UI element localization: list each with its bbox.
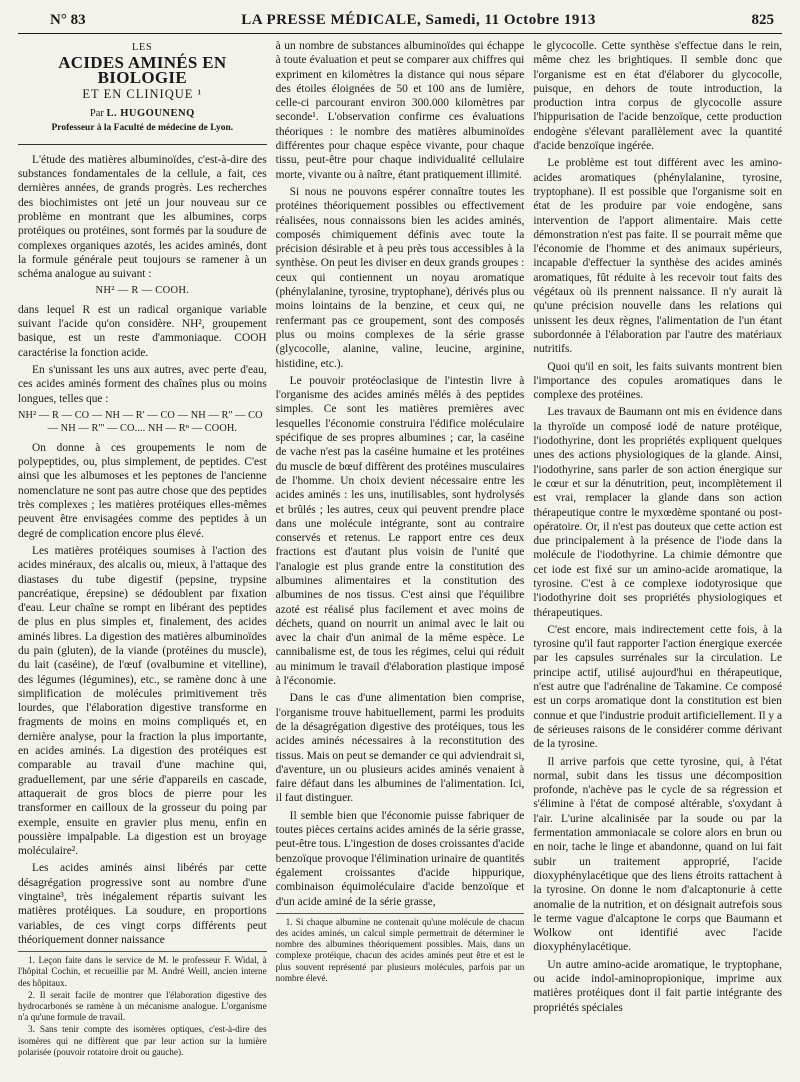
paragraph: Les acides aminés ainsi libérés par cette désagrégation progressive sont au nombre d'une vingtaine³, très inégalement répartis suivant les matières protéiques. La soudure, en proportions variables, de ces vingt corps différents peut théoriquement donner naissance [18,862,267,946]
author-affiliation: Professeur à la Faculté de médecine de Lyon. [51,123,234,134]
article-title-block [18,41,267,145]
article-title: ACIDES AMINÉS EN BIOLOGIE [58,53,227,87]
formula-chain [18,409,267,436]
article-subtitle: ET EN CLINIQUE ¹ [82,86,203,101]
article-kicker: LES [131,42,153,53]
paragraph: L'étude des matières albuminoïdes, c'est-à-dire des substances fondamentales de la cellule, a fait, ces dernières années, de grands progrès. Les recherches des biochimistes ont jeté un jour nouveau sur ce problème en montrant que les albumines, corps protéiques ou protéines, sont formés par la soudure de complexes organiques azotés, les acides aminés, dont la formule générale peut toujours se ramener à un schéma analogue au suivant : [18,153,267,281]
column-1 [18,39,267,1059]
paragraph: Il arrive parfois que cette tyrosine, qui, à l'état normal, subit dans les tissus une décomposition profonde, n'achève pas le cycle de sa régression et s'élimine à l'état de composé altérable, s'oxydant à l'air. L'urine alcalinisée par la soude ou par la fermentation ammoniacale se colore alors en brun ou en noir, tache le linge et abandonne, quand on lui fait subir un traitement approprié, l'acide dioxyphénylacétique que des liens étroits rattachent à la tyrosine. On donne le nom d'alcaptonurie à cette anomalie de la nutrition, et on désignait autrefois sous le terme vague d'alcaptone le corps que Baumann et Wolkow ont identifié avec l'acide dioxyphénylacétique. [533,755,783,954]
article-columns [18,39,782,1059]
author-name: L. HUGOUNENQ [106,108,195,120]
formula-chain-line-2: — NH — R''' — CO.... NH — Rⁿ — COOH. [47,423,238,435]
formula-chain-line-1: NH² — R — CO — NH — R' — CO — NH — R'' — CO [18,409,263,421]
footnote: 3. Sans tenir compte des isomères optiques, c'est-à-dire des isomères qui ne diffèrent que par leur action sur la lumière polarisée (pouvoir rotatoire droit ou gauche). [18,1024,267,1057]
journal-page [18,8,782,1074]
paragraph: Les travaux de Baumann ont mis en évidence dans la thyroïde un composé iodé de nature protéique, l'iodothyrine, dont les propriétés expliquent quelques unes des actions physiologiques de la glande. Ainsi, l'iodothyrine, sans parler de son action énergique sur le cœur et sur la dénutrition, peut, incomplètement il est vrai, remplacer la glande dans son action thérapeutique contre le myxœdème spontané ou post-opératoire. Or, il n'est pas douteux que cette action est due principalement à la présence de l'iode dans la molécule de l'iodothyrine. La chimie démontre que cet iode est fixé sur un amino-acide aromatique, la tyrosine. C'est à ce complexe iodotyrosique que l'iodothyrine doit ses propriétés physiologiques et thérapeutiques. [533,406,783,619]
footnote: 2. Il serait facile de montrer que l'élaboration digestive des hydrocarbonés se ramène à un mécanisme analogue. L'organisme n'a qu'une formule de travail. [18,989,267,1023]
footnote: 1. Si chaque albumine ne contenait qu'une molécule de chacun des acides aminés, un calcul simple permettrait de déterminer le nombre des albumines théoriquement possibles. Mais, dans un complexe protéique, chacun des acides aminés peut être et est le plus souvent représenté par plusieurs molécules, parfois par un nombre élevé. [275,916,525,983]
paragraph: Dans le cas d'une alimentation bien comprise, l'organisme trouve habituellement, parmi les produits de la désagrégation digestive des protéiques, tous les acides aminés nécessaires à la reconstitution des tissus. Mais on peut se demander ce qui adviendrait si, d'aventure, un ou plusieurs acides aminés venaient à faire défaut dans les albumines de l'alimentation. Ici, il faut distinguer. [275,692,525,805]
paragraph: Si nous ne pouvons espérer connaître toutes les protéines théoriquement possibles ou effectivement réalisées, nous connaissons bien les acides aminés, composés chimiquement définis avec toute la précision désirable et à peu près tous accessibles à la synthèse. On peut les diviser en deux grands groupes : ceux qui contiennent un noyau aromatique (phénylalanine, tyrosine, tryptophane), dérivés plus ou moins lointains de la benzine, et ceux qui, ne renfermant pas ce groupement, sont des composés plus ou moins complexes de la série grasse (glycocolle, alanine, valine, leucine, arginine, histidine, etc.). [275,185,525,370]
page-number: 825 [751,12,774,28]
paragraph: le glycocolle. Cette synthèse s'effectue dans le rein, même chez les brightiques. Il semble donc que l'organisme est en état d'élaborer du glycocolle, puisque, en dehors de toute introduction, la production intra corpus de glycocolle assure l'hippurisation de l'acide benzoïque, cette production endogène s'élevant parallèlement avec la quantité d'acide benzoïque ingérée. [533,40,783,153]
running-header [18,8,782,34]
paragraph: C'est encore, mais indirectement cette fois, à la tyrosine qu'il faut rapporter l'action énergique exercée par les capsules surrénales sur la circulation. Le principe actif, utilisé aujourd'hui en thérapeutique, n'est autre que l'adrénaline de Takamine. Ce composé est un corps aromatique dont la constitution est bien connue et que l'industrie produit artificiellement. Il y a de sérieuses raisons de le considérer comme dérivant de la tyrosine. [533,623,783,751]
paragraph: En s'unissant les uns aux autres, avec perte d'eau, ces acides aminés forment des chaînes plus ou moins longues, telles que : [18,363,267,405]
paragraph: Quoi qu'il en soit, les faits suivants montrent bien l'importance des copules aromatiques dans le complexe des protéines. [533,360,783,402]
paragraph: dans lequel R est un radical organique variable suivant l'acide qu'on considère. NH², groupement basique, est un reste d'ammoniaque. COOH caractérise la fonction acide. [18,303,267,359]
formula-general: NH² — R — COOH. [95,285,190,297]
issue-number: N° 83 [50,12,86,28]
paragraph: Le pouvoir protéoclasique de l'intestin livre à l'organisme des acides aminés mêlés à des peptides simples. Ce sont les matières premières avec lesquelles l'économie construira l'édifice moléculaire spécifique de ses propres albumines ; car, la caséine de vache n'est pas la caséine humaine et les protéines du muscle de bœuf diffèrent des protéines musculaires de l'homme. Un choix devient nécessaire entre les acides aminés : les uns, inutilisables, sont hydrolysés et brûlés ; les autres, ceux qui peuvent prendre place dans une molécule intégrante, sont au contraire conservés et retenus. Le rapport entre ces deux fractions est d'autant plus voisin de l'unité que l'analogie est plus grande entre la constitution des albumines alimentaires et la constitution des albumines de nos tissus. C'est ainsi que l'équilibre azoté est réalisé plus facilement et avec moins de déchets, quand on nourrit un animal avec le lait ou avec la chair d'un animal de la même espèce. Le cannibalisme est, de tous les régimes, celui qui réduit au minimum le travail d'élaboration plastique imposé à l'économie. [275,374,525,688]
footnotes [18,951,267,1058]
author-prefix: Par [89,108,107,120]
column-3 [533,39,782,1059]
paragraph: à un nombre de substances albuminoïdes qui échappe à toute évaluation et peut se comparer aux chiffres qui expriment en kilomètres la distance qui nous sépare des étoiles éloignées de 50 et 100 ans de lumière, celle-ci parcourant environ 300.000 kilomètres par seconde¹. L'observation confirme ces évaluations théoriques : le nombre des matières albuminoïdes différentes pour chaque espèce vivante, pour chaque tissu, peut-être pour chaque individualité cellulaire morte, vivante ou à naître, étant pratiquement illimité. [275,40,525,181]
journal-title: LA PRESSE MÉDICALE, Samedi, 11 Octobre 1913 [241,12,596,28]
paragraph: Il semble bien que l'économie puisse fabriquer de toutes pièces certains acides aminés de la série grasse, peut-être tous. L'ingestion de doses croissantes d'acide benzoïque provoque l'élimination urinaire de quantités également croissantes d'acide hippurique, combinaison équimoléculaire d'acide benzoïque et d'un acide aminé de la série grasse, [275,809,525,908]
paragraph: Un autre amino-acide aromatique, le tryptophane, ou acide indol-aminopropionique, imprime aux matières protéiques dont il fait partie intégrante des propriétés spéciales [533,958,783,1014]
paragraph: On donne à ces groupements le nom de polypeptides, ou, plus simplement, de peptides. C'est ainsi que les albumoses et les peptones de l'ancienne nomenclature ne sont pas autre chose que des peptides très complexes ; les matières protéiques elles-mêmes peuvent être envisagées comme des peptides à un degré de complication encore plus élevé. [18,441,267,540]
column-2 [276,39,525,1059]
footnotes [276,913,525,984]
footnote: 1. Leçon faite dans le service de M. le professeur F. Widal, à l'hôpital Cochin, et recueillie par M. André Weill, ancien interne des hôpitaux. [18,955,267,988]
author-line [18,107,267,121]
paragraph: Le problème est tout différent avec les amino-acides aromatiques (phénylalanine, tyrosine, tryptophane). Il est possible que l'organisme soit en état de les produire par voie endogène, sans intervention de l'apport alimentaire. Mais cette démonstration n'est pas faite. Il se pourrait même que l'économie de l'homme et des animaux supérieurs, incapable d'effectuer la synthèse des acides aminés aromatiques, fût réduite à les recevoir tout faits des végétaux où ils prennent naissance. Il n'y aurait là qu'une précision nouvelle dans les relations qui unissent les deux règnes, l'alimentation de l'un étant subordonnée à l'élaboration par l'autre des matériaux nutritifs. [533,157,783,356]
paragraph: Les matières protéiques soumises à l'action des acides minéraux, des alcalis ou, mieux, à l'attaque des diastases du tube digestif (pepsine, trypsine pancréatique, érepsine) se dédoublent par fixation d'eau. Leur chaîne se rompt en libérant des peptides de plus en plus simples et, finalement, des acides aminés libres. La digestion des matières albuminoïdes du pain (gluten), de la viande (protéines du muscle), du lait (caséine), de l'œuf (ovalbumine et vitelline), des légumes (légumines), etc., se ramène donc à une simplification de molécules primitivement très lourdes, que l'élaboration digestive transforme en fragments de moins en moins compliqués et, en dernière analyse, pour la fraction la plus importante, en acides aminés. La digestion des protéiques est comparable au travail d'une machine qui, graduellement, par une série d'appareils en cascade, attaquerait de gros blocs de pierre pour les transformer en cailloux de la grosseur du poing par exemple, ensuite en gravier plus menu, enfin en poussière impalpable. La digestion est un broyage moléculaire². [18,544,267,858]
